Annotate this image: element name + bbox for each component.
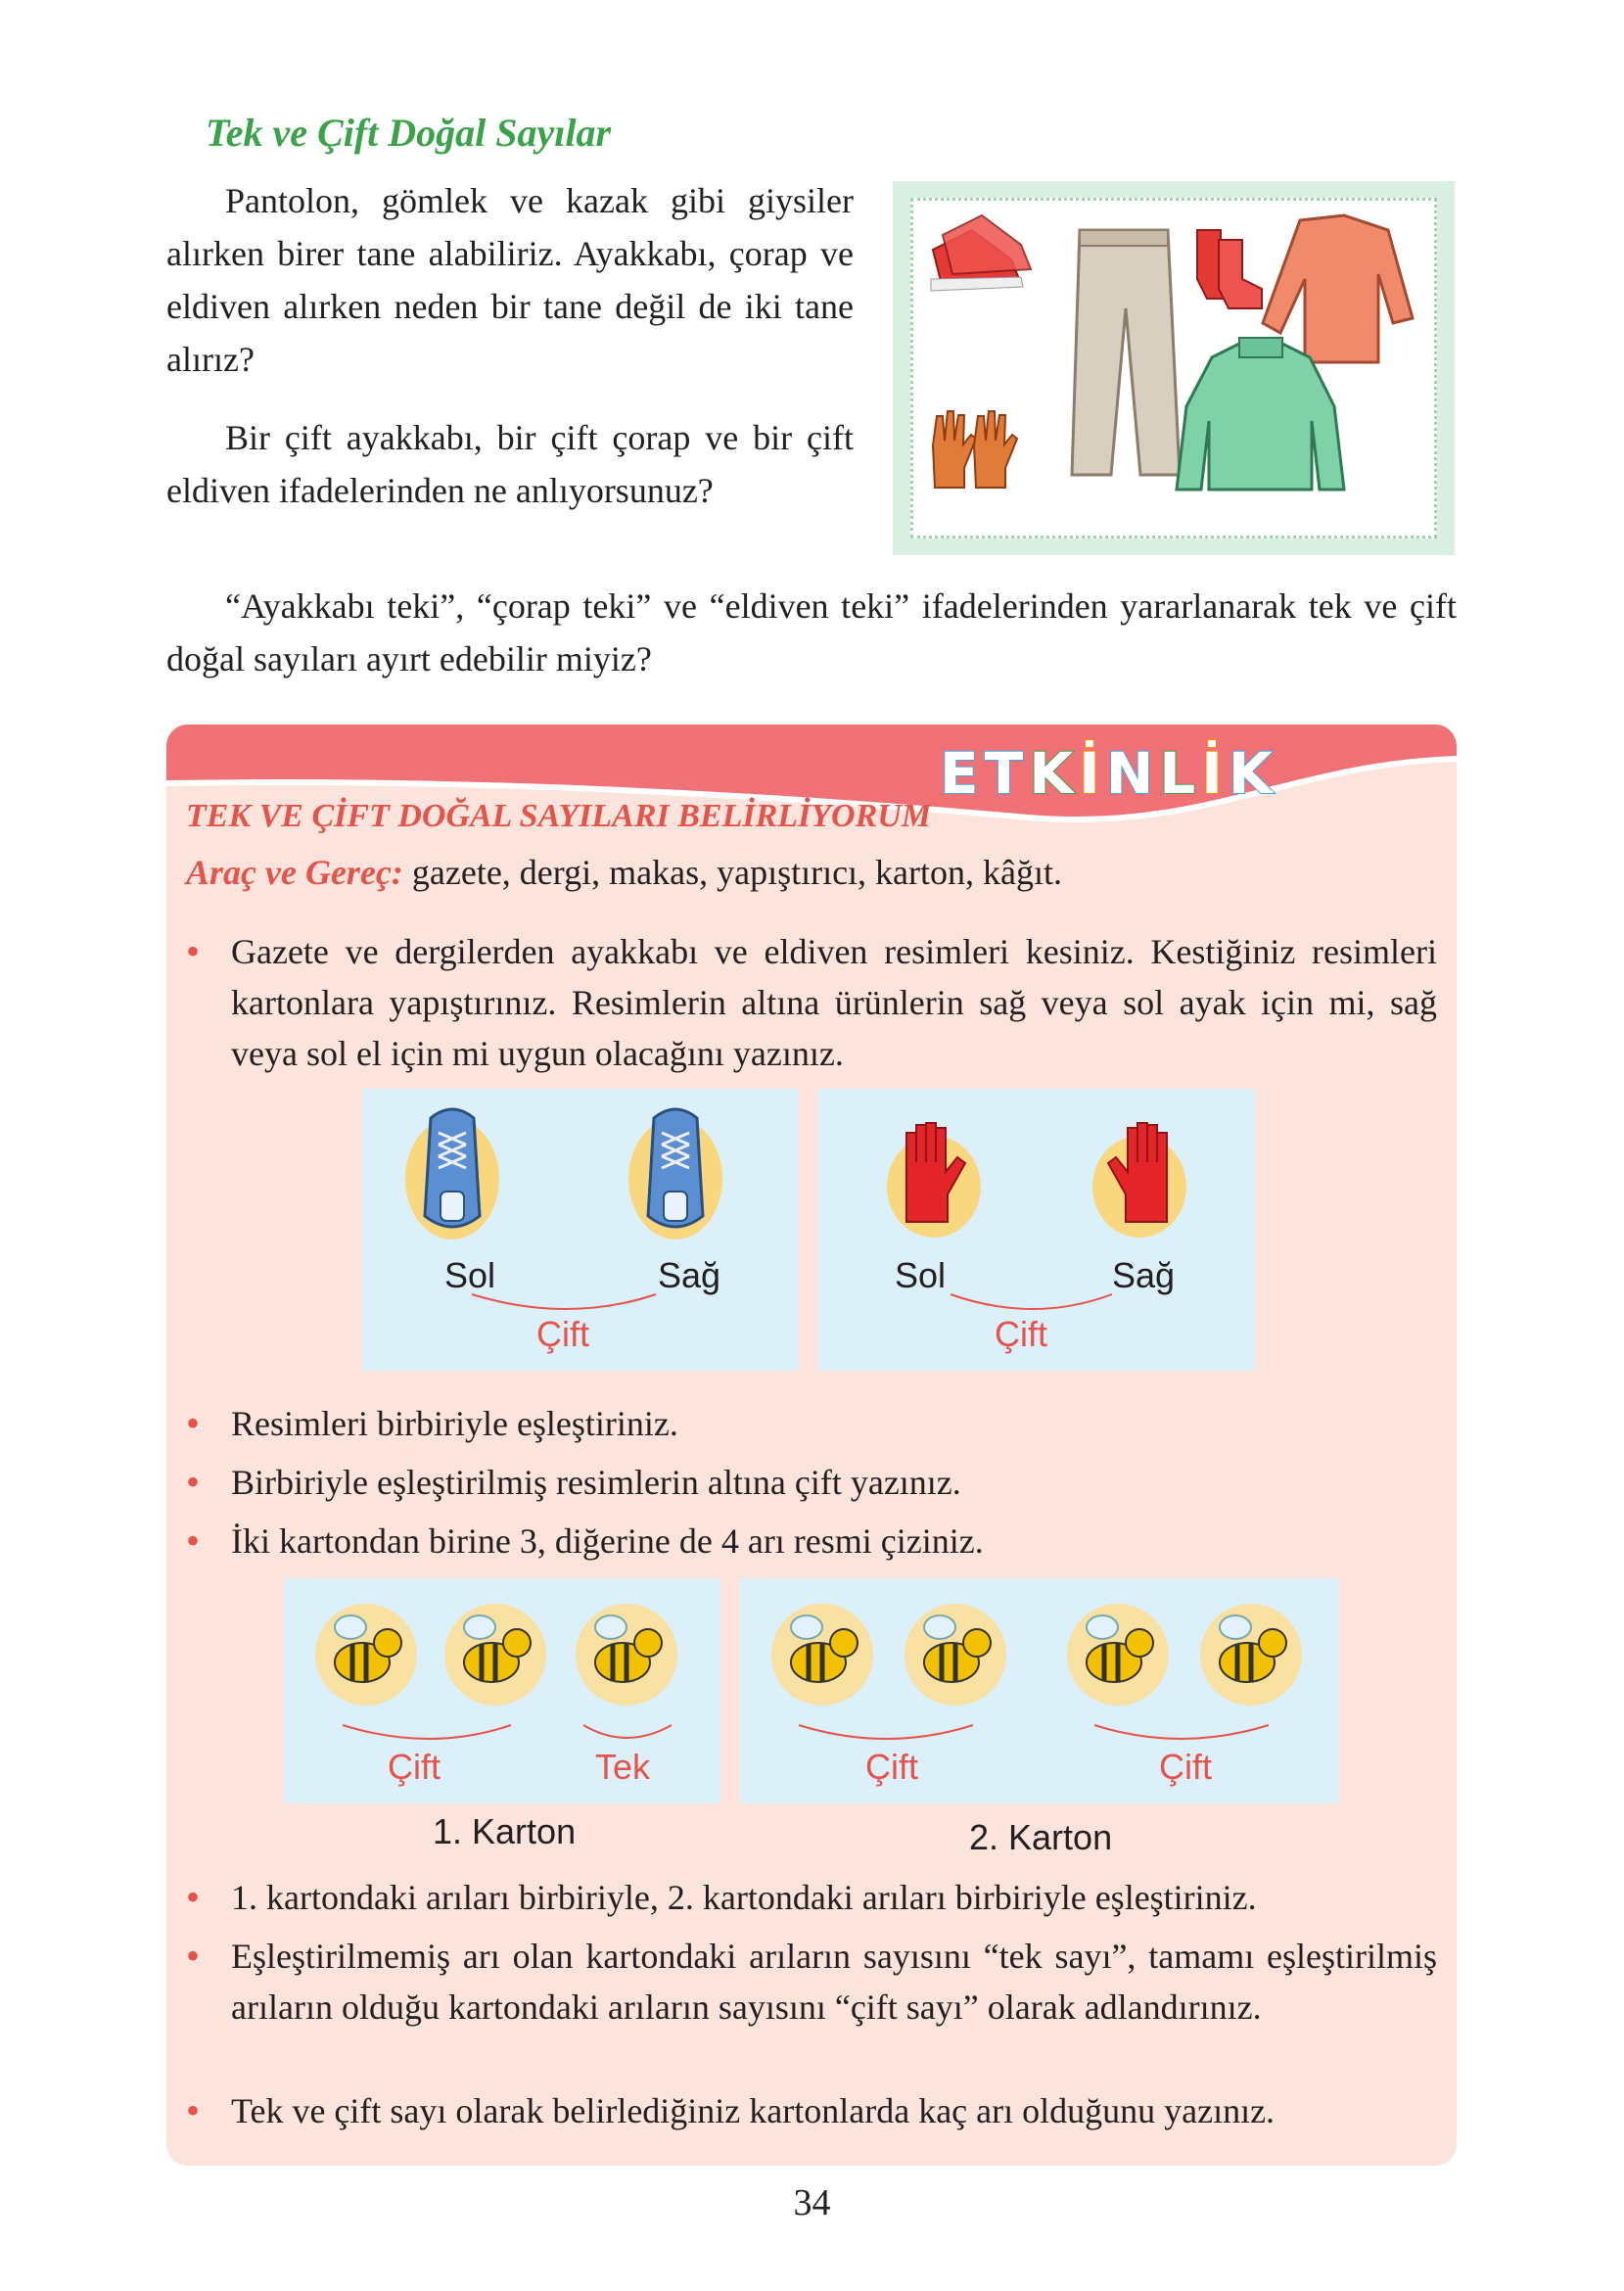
glove-pair-label: Çift — [995, 1314, 1047, 1354]
left-glove-icon — [887, 1123, 981, 1238]
bee-icon — [905, 1604, 1006, 1706]
bee-card-2 — [740, 1578, 1339, 1803]
gloves-icon — [933, 411, 1017, 488]
intro-paragraph-2: Bir çift ayakkabı, bir çift çorap ve bir çift eldiven ifadelerinden ne anlıyorsunuz? — [166, 418, 854, 510]
bee-icon — [1200, 1604, 1302, 1706]
right-shoe-icon — [628, 1109, 722, 1239]
shoe-left-label: Sol — [444, 1255, 496, 1295]
glove-card — [818, 1089, 1255, 1371]
activity-title: TEK VE ÇİFT DOĞAL SAYILARI BELİRLİYORUM — [186, 798, 932, 834]
bullet-item: • Resimleri birbiriyle eşleştiriniz. — [186, 1398, 1437, 1449]
shoe-pair-label: Çift — [536, 1314, 589, 1354]
karton-2-caption: 2. Karton — [969, 1817, 1113, 1857]
bee-icon — [315, 1604, 417, 1706]
shirt-icon — [1263, 215, 1413, 362]
clothes-illustration — [910, 198, 1437, 538]
glove-right-label: Sağ — [1112, 1255, 1176, 1295]
banner-letter: İ — [1079, 740, 1100, 807]
bee-icon — [444, 1604, 546, 1706]
activity-box — [166, 725, 1457, 2166]
banner-letter: T — [984, 740, 1024, 807]
glove-left-label: Sol — [895, 1255, 947, 1295]
shoe-right-label: Sağ — [658, 1255, 721, 1295]
left-shoe-icon — [405, 1109, 499, 1239]
bullet-item: • Birbiriyle eşleştirilmiş resimlerin altına çift yazınız. — [186, 1457, 1437, 1508]
pants-icon — [1072, 230, 1180, 475]
right-glove-icon — [1092, 1123, 1186, 1238]
bee-card1-pair-label: Çift — [388, 1747, 441, 1787]
bullet-item: • Gazete ve dergilerden ayakkabı ve eldiven resimleri kesiniz. Kestiğiniz resimleri kartonlara yapıştırınız. Resimlerin altına ürünlerin sağ veya sol ayak için mi, sağ veya sol el için mi uygun olacağını yazınız. — [186, 926, 1437, 1079]
banner-letter: İ — [1201, 740, 1223, 807]
bee-card1-single-label: Tek — [595, 1747, 651, 1787]
materials-label: Araç ve Gereç: — [186, 853, 403, 892]
banner-letter: L — [1159, 740, 1196, 807]
section-title: Tek ve Çift Doğal Sayılar — [206, 111, 612, 155]
bullet-item: • 1. kartondaki arıları birbiriyle, 2. kartondaki arıları birbiriyle eşleştiriniz. — [186, 1872, 1437, 1923]
bullet-item: • Tek ve çift sayı olarak belirlediğiniz kartonlarda kaç arı olduğunu yazınız. — [186, 2085, 1437, 2136]
activity-badge — [940, 734, 1273, 813]
banner-letter: E — [940, 740, 979, 807]
materials-line — [186, 852, 1062, 893]
banner-letter: K — [1228, 740, 1273, 807]
shoe-card — [362, 1089, 799, 1371]
page-number: 34 — [793, 2182, 831, 2223]
socks-icon — [1197, 230, 1262, 308]
bee-icon — [771, 1604, 873, 1706]
bee-icon — [1067, 1604, 1169, 1706]
bee-card-1 — [284, 1578, 720, 1803]
karton-1-caption: 1. Karton — [433, 1811, 577, 1851]
bee-card2-pair2-label: Çift — [1159, 1747, 1212, 1787]
intro-paragraph-3: “Ayakkabı teki”, “çorap teki” ve “eldiven teki” ifadelerinden yararlanarak tek ve çift doğal sayıları ayırt edebilir miyiz? — [166, 586, 1457, 678]
bullet-item: • Eşleştirilmemiş arı olan kartondaki arıların sayısını “tek sayı”, tamamı eşleştirilmiş arıların olduğu kartondaki arıların sayısını “çift sayı” olarak adlandırınız. — [186, 1931, 1437, 2033]
bee-card2-pair1-label: Çift — [865, 1747, 918, 1787]
sneakers-icon — [931, 215, 1031, 291]
banner-letter: N — [1105, 740, 1154, 807]
intro-paragraph-1: Pantolon, gömlek ve kazak gibi giysiler alırken birer tane alabiliriz. Ayakkabı, çorap ve eldiven alırken neden bir tane değil de iki tane alırız? — [166, 181, 854, 379]
bee-icon — [576, 1604, 677, 1706]
bullet-item: • İki kartondan birine 3, diğerine de 4 arı resmi çiziniz. — [186, 1516, 1437, 1566]
banner-letter: K — [1029, 740, 1074, 807]
materials-list: gazete, dergi, makas, yapıştırıcı, karton, kâğıt. — [402, 853, 1063, 892]
